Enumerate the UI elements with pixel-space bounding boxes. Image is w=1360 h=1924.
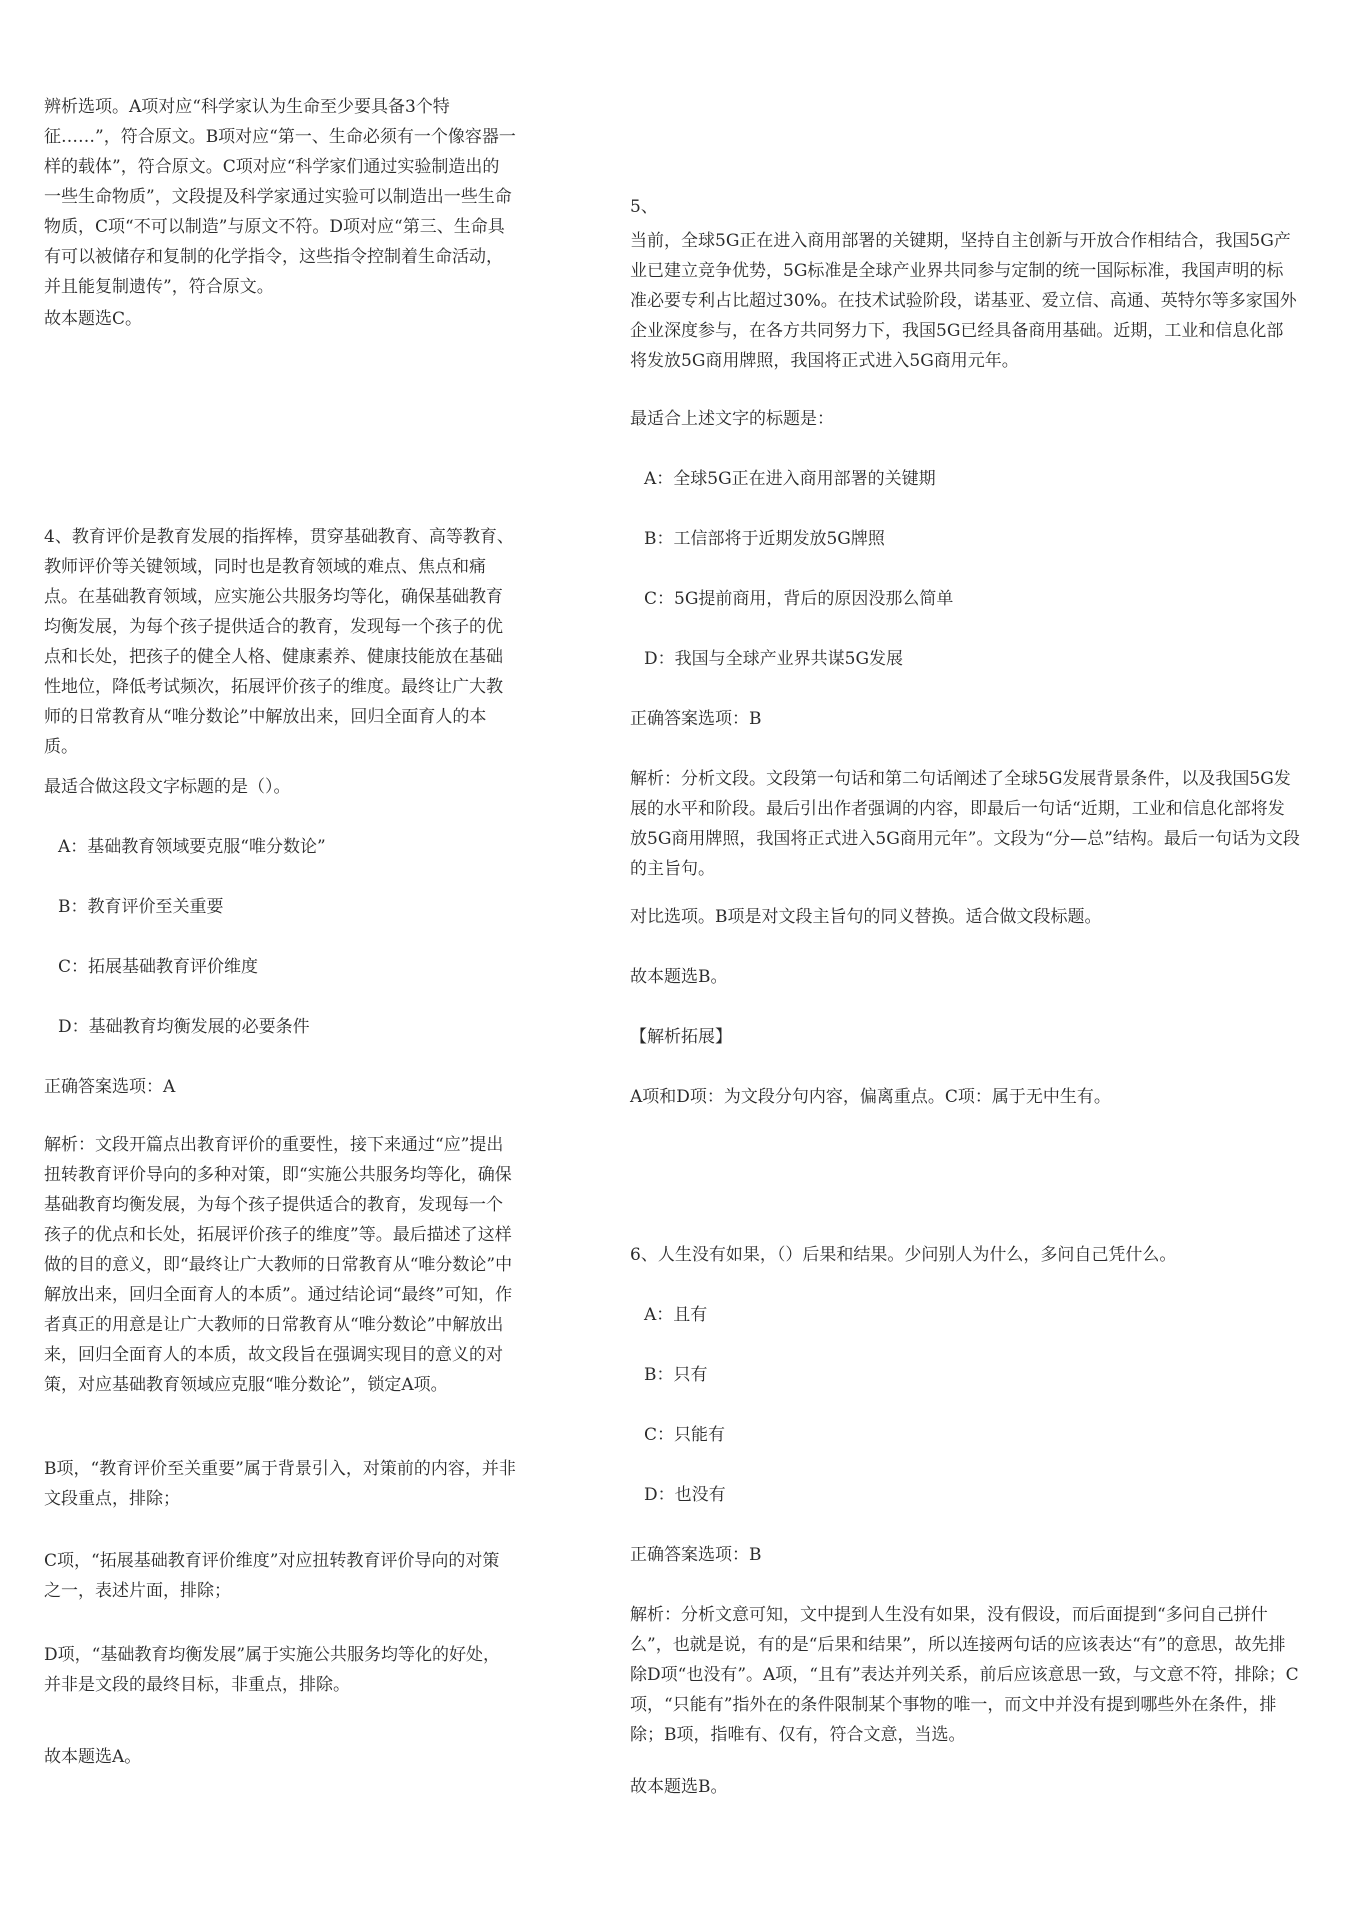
- q4-c-note: C项，“拓展基础教育评价维度”对应扭转教育评价导向的对策之一，表述片面，排除；: [44, 1551, 500, 1601]
- q5-compare: 对比选项。B项是对文段主旨句的同义替换。适合做文段标题。: [630, 907, 1102, 927]
- q4-analysis: 解析：文段开篇点出教育评价的重要性，接下来通过“应”提出扭转教育评价导向的多种对策，即“实施公共服务均等化，确保基础教育均衡发展，为每个孩子提供适合的教育，发现每一个孩子的优点和长处，拓展评价孩子的维度”等。最后描述了这样做的目的意义，即“最终让广大教师的日常教育从“唯分数论”中解放出来，回归全面育人的本质”。通过结论词“最终”可知，作者真正的用意是让广大教师的日常教育从“唯分数论”中解放出来，回归全面育人的本质，故文段旨在强调实现目的意义的对策，对应基础教育领域应克服“唯分数论”，锁定A项。: [44, 1135, 513, 1395]
- q5-question: 最适合上述文字的标题是：: [630, 409, 834, 429]
- q5-answer: 正确答案选项：B: [630, 709, 762, 729]
- q4-option-a: A：基础教育领域要克服“唯分数论”: [58, 837, 326, 857]
- q5-extension-title: 【解析拓展】: [630, 1027, 732, 1047]
- q6-stem: 6、人生没有如果，（）后果和结果。少问别人为什么，多问自己凭什么。: [630, 1245, 1177, 1265]
- q4-option-c: C：拓展基础教育评价维度: [58, 957, 259, 977]
- q4-question: 最适合做这段文字标题的是（）。: [44, 777, 291, 797]
- q4-conclusion: 故本题选A。: [44, 1747, 142, 1767]
- q5-option-a: A：全球5G正在进入商用部署的关键期: [644, 469, 936, 489]
- q5-conclusion: 故本题选B。: [630, 967, 728, 987]
- q4-d-note: D项，“基础教育均衡发展”属于实施公共服务均等化的好处，并非是文段的最终目标，非重点，排除。: [44, 1645, 501, 1695]
- q4-option-b: B：教育评价至关重要: [58, 897, 224, 917]
- q5-extension-body: A项和D项：为文段分句内容，偏离重点。C项：属于无中生有。: [630, 1087, 1111, 1107]
- q5-option-b: B：工信部将于近期发放5G牌照: [644, 529, 885, 549]
- q6-analysis: 解析：分析文意可知，文中提到人生没有如果，没有假设，而后面提到“多问自己拼什么”，也就是说，有的是“后果和结果”，所以连接两句话的应该表达“有”的意思，故先排除D项“也没有”。A项，“且有”表达并列关系，前后应该意思一致，与文意不符，排除；C项，“只能有”指外在的条件限制某个事物的唯一，而文中并没有提到哪些外在条件，排除；B项，指唯有、仅有，符合文意，当选。: [630, 1605, 1299, 1745]
- q4-option-d: D：基础教育均衡发展的必要条件: [58, 1017, 310, 1037]
- q4-stem: 4、教育评价是教育发展的指挥棒，贯穿基础教育、高等教育、教师评价等关键领域，同时也是教育领域的难点、焦点和痛点。在基础教育领域，应实施公共服务均等化，确保基础教育均衡发展，为每个孩子提供适合的教育，发现每一个孩子的优点和长处，把孩子的健全人格、健康素养、健康技能放在基础性地位，降低考试频次，拓展评价孩子的维度。最终让广大教师的日常教育从“唯分数论”中解放出来，回归全面育人的本质。: [44, 527, 514, 757]
- q3-conclusion: 故本题选C。: [44, 309, 143, 329]
- q5-number: 5、: [630, 197, 658, 217]
- q5-option-d: D：我国与全球产业界共谋5G发展: [644, 649, 904, 669]
- q4-answer: 正确答案选项：A: [44, 1077, 176, 1097]
- q6-conclusion: 故本题选B。: [630, 1777, 728, 1797]
- q4-b-note: B项，“教育评价至关重要”属于背景引入，对策前的内容，并非文段重点，排除；: [44, 1459, 516, 1509]
- q6-answer: 正确答案选项：B: [630, 1545, 762, 1565]
- q5-analysis: 解析：分析文段。文段第一句话和第二句话阐述了全球5G发展背景条件，以及我国5G发展的水平和阶段。最后引出作者强调的内容，即最后一句话“近期，工业和信息化部将发放5G商用牌照，我国将正式进入5G商用元年”。文段为“分—总”结构。最后一句话为文段的主旨句。: [630, 769, 1300, 879]
- q6-option-a: A：且有: [644, 1305, 708, 1325]
- q5-passage: 当前，全球5G正在进入商用部署的关键期，坚持自主创新与开放合作相结合，我国5G产业已建立竞争优势，5G标准是全球产业界共同参与定制的统一国际标准，我国声明的标准必要专利占比超过30%。在技术试验阶段，诺基亚、爱立信、高通、英特尔等多家国外企业深度参与，在各方共同努力下，我国5G已经具备商用基础。近期，工业和信息化部将发放5G商用牌照，我国将正式进入5G商用元年。: [630, 231, 1297, 371]
- q3-analysis: 辨析选项。A项对应“科学家认为生命至少要具备3个特征……”，符合原文。B项对应“第一、生命必须有一个像容器一样的载体”，符合原文。C项对应“科学家们通过实验制造出的一些生命物质”，文段提及科学家通过实验可以制造出一些生命物质，C项“不可以制造”与原文不符。D项对应“第三、生命具有可以被储存和复制的化学指令，这些指令控制着生命活动，并且能复制遗传”，符合原文。: [44, 97, 516, 297]
- q6-option-c: C：只能有: [644, 1425, 726, 1445]
- q6-option-d: D：也没有: [644, 1485, 726, 1505]
- q5-option-c: C：5G提前商用，背后的原因没那么简单: [644, 589, 954, 609]
- q6-option-b: B：只有: [644, 1365, 708, 1385]
